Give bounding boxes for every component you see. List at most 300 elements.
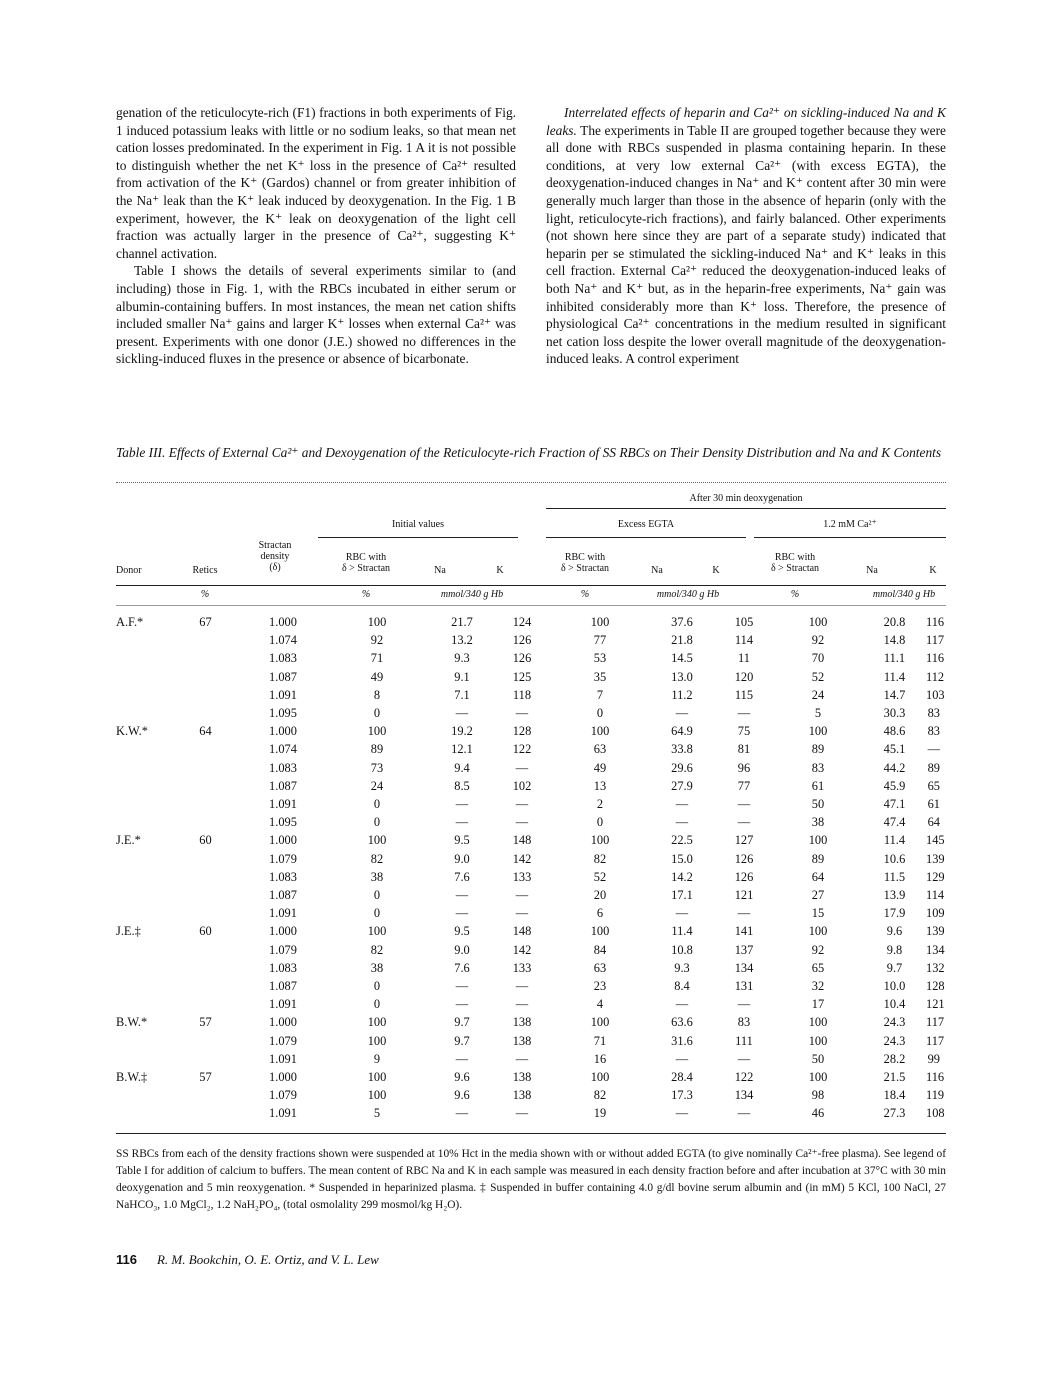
cell-stractan-density: 1.091 (269, 797, 297, 812)
cell-stractan-density: 1.083 (269, 960, 297, 975)
cell-retics (168, 704, 243, 722)
cell-k-calcium: 83 (927, 706, 940, 721)
cell-rbc-initial: 0 (373, 906, 381, 921)
table-row (116, 795, 946, 813)
cell-stractan-density: 1.091 (269, 997, 297, 1012)
cell-stractan-density: 1.000 (269, 724, 297, 739)
cell-retics (168, 959, 243, 977)
cell-na-egta: 11.2 (671, 687, 693, 702)
unit-mmol-initial: mmol/340 g Hb (440, 589, 504, 600)
table-bottom-rule (116, 1133, 946, 1134)
cell-na-egta: 63.6 (671, 1015, 693, 1030)
cell-retics (168, 1032, 243, 1050)
cell-na-egta: 27.9 (671, 778, 693, 793)
cell-donor (116, 850, 168, 868)
cell-k-initial: 148 (512, 833, 532, 848)
cell-k-calcium: 145 (926, 833, 945, 848)
cell-na-egta: 21.8 (671, 633, 693, 648)
header-after-deoxygenation: After 30 min deoxygenation (689, 493, 803, 504)
cell-k-initial: — (515, 997, 529, 1012)
cell-rbc-egta: 2 (596, 797, 604, 812)
cell-k-egta: 131 (734, 979, 754, 994)
cell-rbc-initial: 0 (373, 888, 381, 903)
cell-rbc-calcium: 61 (811, 778, 825, 793)
cell-na-egta: — (675, 815, 689, 830)
cell-k-calcium: 64 (927, 815, 940, 830)
cell-k-calcium: 109 (926, 906, 945, 921)
cell-k-egta: 83 (737, 1015, 751, 1030)
cell-na-initial: — (455, 1051, 469, 1066)
right-paragraph (546, 104, 946, 368)
cell-retics (168, 868, 243, 886)
cell-k-calcium: 116 (926, 1070, 945, 1085)
cell-na-calcium: 11.4 (883, 669, 906, 684)
cell-donor (116, 631, 168, 649)
cell-stractan-density: 1.000 (269, 1015, 297, 1030)
cell-k-initial: 128 (512, 724, 532, 739)
table-row (116, 1068, 946, 1086)
cell-retics (168, 1086, 243, 1104)
table-row (116, 649, 946, 667)
cell-k-egta: 96 (737, 760, 751, 775)
cell-k-initial: 102 (512, 778, 532, 793)
cell-stractan-density: 1.091 (269, 1051, 297, 1066)
cell-k-initial: — (515, 1051, 529, 1066)
cell-na-initial: 9.7 (454, 1033, 470, 1048)
cell-rbc-initial: 8 (373, 687, 381, 702)
header-rbc-calcium-line-1: RBC with (774, 552, 816, 563)
cell-stractan-density: 1.000 (269, 833, 297, 848)
cell-rbc-calcium: 70 (811, 651, 825, 666)
cell-k-egta: — (737, 1051, 751, 1066)
cell-rbc-calcium: 100 (808, 1070, 828, 1085)
cell-rbc-egta: 100 (590, 615, 610, 629)
cell-k-initial: 133 (512, 869, 532, 884)
cell-rbc-initial: 89 (370, 742, 384, 757)
cell-na-initial: — (455, 706, 469, 721)
header-rbc-initial-line-2: δ > Stractan (341, 563, 391, 574)
unit-mmol-egta: mmol/340 g Hb (656, 589, 720, 600)
cell-na-initial: 13.2 (451, 633, 473, 648)
cell-na-calcium: 10.4 (883, 997, 906, 1012)
header-stractan-line-2: density (260, 551, 290, 562)
cell-stractan-density: 1.091 (269, 906, 297, 921)
right-paragraph-text: The experiments in Table II are grouped together because they were all done with RBCs suspended in plasma containing heparin. In these conditions, at very low external Ca²⁺ (with excess EGTA), the deoxygenation-induced changes in Na⁺ and K⁺ content after 30 min were generally much larger than those in the absence of heparin (only with the light, reticulocyte-rich fractions), and fairly balanced. Other experiments (not shown here since they are part of a separate study) indicated that heparin per se stimulated the sickling-induced Na⁺ and K⁺ leaks in this cell fraction. External Ca²⁺ reduced the deoxygenation-induced leaks of both Na⁺ and K⁺ but, as in the heparin-free experiments, Na⁺ gain was inhibited considerably more than K⁺ loss. Therefore, the presence of physiological Ca²⁺ concentrations in the medium resulted in significant net cation loss despite the lower overall magnitude of the deoxygenation-induced leaks. A control experiment (546, 122, 946, 367)
cell-donor (116, 977, 168, 995)
cell-rbc-egta: 63 (593, 742, 607, 757)
cell-rbc-egta: 0 (596, 706, 604, 721)
cell-rbc-initial: 0 (373, 815, 381, 830)
cell-rbc-egta: 100 (590, 833, 610, 848)
cell-retics (168, 886, 243, 904)
cell-donor (116, 813, 168, 831)
header-na-initial: Na (434, 565, 446, 576)
cell-na-initial: 8.5 (454, 778, 470, 793)
cell-na-egta: 9.3 (674, 960, 690, 975)
cell-k-calcium: 128 (926, 979, 945, 994)
cell-na-egta: — (675, 997, 689, 1012)
cell-na-calcium: 24.3 (883, 1033, 906, 1048)
cell-rbc-calcium: 98 (811, 1088, 825, 1103)
cell-k-calcium: 121 (926, 997, 945, 1012)
cell-na-calcium: 30.3 (883, 706, 906, 721)
cell-rbc-egta: 7 (596, 687, 604, 702)
cell-na-calcium: 13.9 (883, 888, 906, 903)
header-retics: Retics (192, 565, 218, 576)
cell-na-initial: 9.3 (454, 651, 470, 666)
cell-rbc-calcium: 92 (811, 942, 825, 957)
header-k-initial: K (496, 565, 504, 576)
cell-na-egta: 17.1 (671, 888, 693, 903)
cell-k-initial: — (515, 797, 529, 812)
cell-stractan-density: 1.000 (269, 924, 297, 939)
cell-donor (116, 1050, 168, 1068)
cell-na-calcium: 44.2 (883, 760, 906, 775)
cell-k-egta: 126 (734, 869, 754, 884)
cell-k-egta: 11 (738, 651, 750, 666)
cell-stractan-density: 1.095 (269, 706, 297, 721)
cell-donor (116, 1086, 168, 1104)
table-row (116, 1104, 946, 1122)
cell-na-calcium: 10.0 (883, 979, 906, 994)
cell-stractan-density: 1.083 (269, 760, 297, 775)
cell-rbc-calcium: 52 (811, 669, 825, 684)
cell-rbc-initial: 100 (367, 833, 387, 848)
table-body (116, 613, 946, 1123)
header-rbc-initial-line-1: RBC with (345, 552, 387, 563)
cell-stractan-density: 1.091 (269, 687, 297, 702)
cell-stractan-density: 1.087 (269, 669, 297, 684)
cell-stractan-density: 1.000 (269, 1070, 297, 1085)
table-row (116, 977, 946, 995)
cell-rbc-initial: 100 (367, 1070, 387, 1085)
cell-k-egta: 127 (734, 833, 754, 848)
cell-na-initial: — (455, 906, 469, 921)
cell-k-egta: — (737, 906, 751, 921)
cell-na-calcium: 11.4 (883, 833, 906, 848)
cell-k-egta: — (737, 815, 751, 830)
cell-na-initial: 9.6 (454, 1088, 470, 1103)
cell-stractan-density: 1.079 (269, 851, 297, 866)
cell-na-calcium: 47.1 (883, 797, 906, 812)
cell-rbc-calcium: 50 (811, 797, 825, 812)
cell-retics (168, 668, 243, 686)
cell-k-egta: 81 (737, 742, 751, 757)
cell-donor: J.E.* (116, 833, 141, 848)
cell-k-calcium: 134 (926, 942, 945, 957)
cell-na-initial: 9.5 (454, 924, 470, 939)
table-row (116, 631, 946, 649)
cell-rbc-calcium: 89 (811, 851, 825, 866)
cell-rbc-calcium: 38 (811, 815, 825, 830)
cell-k-calcium: 112 (926, 669, 945, 684)
cell-donor (116, 740, 168, 758)
table-title: Table III. Effects of External Ca²⁺ and Dexoygenation of the Reticulocyte-rich Fraction of SS RBCs on Their Density Distribution and Na and K Contents (116, 445, 942, 460)
header-rbc-egta-line-1: RBC with (564, 552, 606, 563)
cell-na-initial: 9.1 (454, 669, 470, 684)
cell-rbc-initial: 0 (373, 979, 381, 994)
group-rule-calcium (754, 537, 946, 538)
cell-rbc-initial: 73 (370, 760, 384, 775)
cell-stractan-density: 1.079 (269, 942, 297, 957)
cell-rbc-egta: 49 (593, 760, 607, 775)
cell-na-initial: 7.6 (454, 960, 470, 975)
cell-rbc-calcium: 65 (811, 960, 825, 975)
cell-na-initial: 9.0 (454, 851, 470, 866)
cell-na-egta: 14.2 (671, 869, 693, 884)
cell-rbc-initial: 71 (370, 651, 384, 666)
cell-rbc-egta: 82 (593, 851, 607, 866)
header-k-egta: K (712, 565, 720, 576)
header-stractan-line-1: Stractan (258, 540, 292, 551)
header-initial-values: Initial values (392, 519, 444, 530)
cell-k-calcium: 116 (926, 615, 945, 629)
unit-rbc-calcium: % (790, 589, 800, 600)
table-row (116, 922, 946, 940)
cell-rbc-calcium: 32 (811, 979, 825, 994)
cell-donor (116, 777, 168, 795)
unit-retics: % (200, 589, 210, 600)
cell-rbc-calcium: 92 (811, 633, 825, 648)
header-rbc-initial (326, 552, 406, 574)
cell-k-egta: 141 (734, 924, 754, 939)
table-row (116, 1050, 946, 1068)
cell-na-calcium: 9.8 (886, 942, 903, 957)
cell-stractan-density: 1.079 (269, 1033, 297, 1048)
cell-k-calcium: — (927, 742, 940, 757)
cell-k-egta: 77 (737, 778, 751, 793)
cell-retics (168, 759, 243, 777)
cell-retics (168, 995, 243, 1013)
cell-rbc-egta: 100 (590, 1070, 610, 1085)
cell-na-calcium: 21.5 (883, 1070, 906, 1085)
cell-na-calcium: 45.1 (883, 742, 906, 757)
cell-rbc-egta: 84 (593, 942, 607, 957)
table-row (116, 722, 946, 740)
table-row (116, 904, 946, 922)
cell-donor (116, 686, 168, 704)
cell-retics (168, 941, 243, 959)
cell-stractan-density: 1.074 (269, 742, 297, 757)
cell-na-egta: 31.6 (671, 1033, 693, 1048)
cell-retics (168, 649, 243, 667)
header-rule (116, 585, 946, 586)
table-row (116, 813, 946, 831)
table-row (116, 759, 946, 777)
cell-k-calcium: 132 (926, 960, 945, 975)
cell-k-initial: 126 (512, 651, 532, 666)
table-row (116, 959, 946, 977)
cell-retics (168, 904, 243, 922)
cell-na-egta: 8.4 (674, 979, 690, 994)
cell-retics (168, 631, 243, 649)
cell-k-egta: 121 (734, 888, 754, 903)
cell-rbc-calcium: 17 (811, 997, 825, 1012)
cell-k-egta: — (737, 797, 751, 812)
cell-rbc-initial: 82 (370, 942, 384, 957)
cell-donor (116, 668, 168, 686)
cell-k-calcium: 108 (926, 1106, 945, 1121)
cell-rbc-calcium: 89 (811, 742, 825, 757)
cell-rbc-egta: 4 (596, 997, 604, 1012)
cell-na-initial: 7.1 (454, 687, 470, 702)
cell-rbc-calcium: 46 (811, 1106, 825, 1121)
cell-donor: J.E.‡ (116, 924, 141, 939)
section-heading: Interrelated effects of heparin and Ca²⁺ on sickling-induced Na and K leaks. (546, 105, 946, 138)
cell-k-egta: — (737, 1106, 751, 1121)
cell-stractan-density: 1.091 (269, 1106, 297, 1121)
cell-na-egta: 64.9 (671, 724, 693, 739)
cell-k-initial: — (515, 888, 529, 903)
cell-retics (168, 850, 243, 868)
cell-na-calcium: 9.7 (886, 960, 903, 975)
cell-stractan-density: 1.087 (269, 888, 297, 903)
cell-k-initial: — (515, 1106, 529, 1121)
cell-rbc-calcium: 5 (814, 706, 822, 721)
cell-rbc-initial: 0 (373, 797, 381, 812)
cell-na-initial: — (455, 888, 469, 903)
cell-stractan-density: 1.083 (269, 651, 297, 666)
cell-k-calcium: 139 (926, 924, 945, 939)
data-table (116, 613, 946, 1123)
cell-k-calcium: 116 (926, 651, 945, 666)
cell-na-calcium: 9.6 (886, 924, 903, 939)
cell-na-calcium: 17.9 (883, 906, 906, 921)
cell-stractan-density: 1.083 (269, 869, 297, 884)
cell-na-calcium: 27.3 (883, 1106, 906, 1121)
cell-rbc-calcium: 50 (811, 1051, 825, 1066)
cell-na-initial: — (455, 815, 469, 830)
cell-na-calcium: 11.1 (883, 651, 906, 666)
cell-donor (116, 995, 168, 1013)
cell-na-calcium: 47.4 (883, 815, 906, 830)
cell-donor: K.W.* (116, 724, 148, 739)
left-paragraph-1: genation of the reticulocyte-rich (F1) fractions in both experiments of Fig. 1 induced potassium leaks with little or no sodium leaks, so that mean net cation losses predominated. In the experiment in Fig. 1 A it is not possible to distinguish whether the net K⁺ loss in the presence of Ca²⁺ resulted from activation of the K⁺ (Gardos) channel or from greater inhibition of the Na⁺ leak than the K⁺ leak induced by deoxygenation. In the Fig. 1 B experiment, however, the K⁺ leak on deoxygenation of the light cell fraction was actually larger in the presence of Ca²⁺, suggesting K⁺ channel activation. (116, 105, 516, 261)
cell-k-initial: 138 (512, 1015, 532, 1030)
cell-k-initial: — (515, 706, 529, 721)
cell-rbc-egta: 53 (593, 651, 607, 666)
cell-k-calcium: 139 (926, 851, 945, 866)
cell-k-egta: 134 (734, 960, 754, 975)
cell-k-calcium: 103 (926, 687, 945, 702)
cell-na-initial: 19.2 (451, 724, 473, 739)
cell-retics (168, 777, 243, 795)
cell-na-calcium: 48.6 (883, 724, 906, 739)
cell-na-initial: 21.7 (451, 615, 473, 629)
cell-rbc-calcium: 100 (808, 615, 828, 629)
cell-k-initial: — (515, 906, 529, 921)
cell-stractan-density: 1.074 (269, 633, 297, 648)
cell-rbc-initial: 100 (367, 1033, 387, 1048)
table-row (116, 686, 946, 704)
cell-k-initial: 138 (512, 1088, 532, 1103)
cell-na-initial: 9.0 (454, 942, 470, 957)
header-stractan-line-3: (δ) (269, 562, 281, 573)
cell-retics: 57 (199, 1015, 212, 1030)
table-row (116, 831, 946, 849)
cell-k-initial: 122 (512, 742, 532, 757)
cell-rbc-egta: 13 (593, 778, 607, 793)
cell-na-egta: 37.6 (671, 615, 693, 629)
cell-k-initial: — (515, 979, 529, 994)
cell-na-calcium: 10.6 (883, 851, 906, 866)
cell-donor (116, 868, 168, 886)
cell-rbc-egta: 23 (593, 979, 607, 994)
table-row (116, 613, 946, 631)
cell-na-initial: 12.1 (451, 742, 473, 757)
cell-k-calcium: 61 (927, 797, 940, 812)
group-rule-initial (318, 537, 518, 538)
cell-na-egta: — (675, 797, 689, 812)
cell-retics (168, 1050, 243, 1068)
cell-donor (116, 886, 168, 904)
cell-rbc-egta: 71 (593, 1033, 607, 1048)
cell-na-initial: 9.7 (454, 1015, 470, 1030)
cell-k-initial: 138 (512, 1033, 532, 1048)
cell-rbc-egta: 100 (590, 724, 610, 739)
cell-rbc-egta: 19 (593, 1106, 607, 1121)
cell-na-initial: — (455, 979, 469, 994)
cell-k-calcium: 114 (926, 888, 945, 903)
cell-na-initial: 9.5 (454, 833, 470, 848)
cell-na-initial: 9.6 (454, 1070, 470, 1085)
cell-na-egta: 11.4 (671, 924, 693, 939)
cell-stractan-density: 1.079 (269, 1088, 297, 1103)
cell-k-initial: 125 (512, 669, 532, 684)
cell-rbc-initial: 0 (373, 997, 381, 1012)
cell-k-initial: 126 (512, 633, 532, 648)
cell-na-egta: 28.4 (671, 1070, 693, 1085)
cell-k-egta: 134 (734, 1088, 754, 1103)
cell-k-initial: — (515, 760, 529, 775)
cell-rbc-initial: 92 (370, 633, 384, 648)
cell-k-calcium: 99 (927, 1051, 940, 1066)
cell-k-egta: 126 (734, 851, 754, 866)
cell-na-calcium: 14.8 (883, 633, 906, 648)
cell-na-egta: 15.0 (671, 851, 693, 866)
cell-k-initial: — (515, 815, 529, 830)
table-row (116, 1086, 946, 1104)
table-row (116, 886, 946, 904)
cell-rbc-egta: 100 (590, 924, 610, 939)
cell-rbc-egta: 82 (593, 1088, 607, 1103)
header-stractan-density (250, 540, 300, 573)
cell-rbc-calcium: 27 (811, 888, 825, 903)
table-row (116, 1013, 946, 1031)
cell-stractan-density: 1.000 (269, 615, 297, 629)
header-na-egta: Na (651, 565, 663, 576)
cell-na-egta: — (675, 1106, 689, 1121)
cell-na-egta: 17.3 (671, 1088, 693, 1103)
cell-k-calcium: 117 (926, 1015, 945, 1030)
header-rbc-egta (545, 552, 625, 574)
cell-rbc-calcium: 100 (808, 924, 828, 939)
cell-k-initial: 148 (512, 924, 532, 939)
cell-na-egta: 14.5 (671, 651, 693, 666)
cell-stractan-density: 1.095 (269, 815, 297, 830)
right-column (546, 104, 946, 368)
cell-na-initial: — (455, 997, 469, 1012)
header-k-calcium: K (929, 565, 937, 576)
cell-na-egta: — (675, 706, 689, 721)
cell-retics (168, 686, 243, 704)
cell-k-calcium: 83 (927, 724, 940, 739)
cell-k-calcium: 89 (927, 760, 940, 775)
header-excess-egta: Excess EGTA (617, 519, 675, 530)
cell-rbc-calcium: 83 (811, 760, 825, 775)
cell-rbc-egta: 35 (593, 669, 607, 684)
header-na-calcium: Na (866, 565, 878, 576)
